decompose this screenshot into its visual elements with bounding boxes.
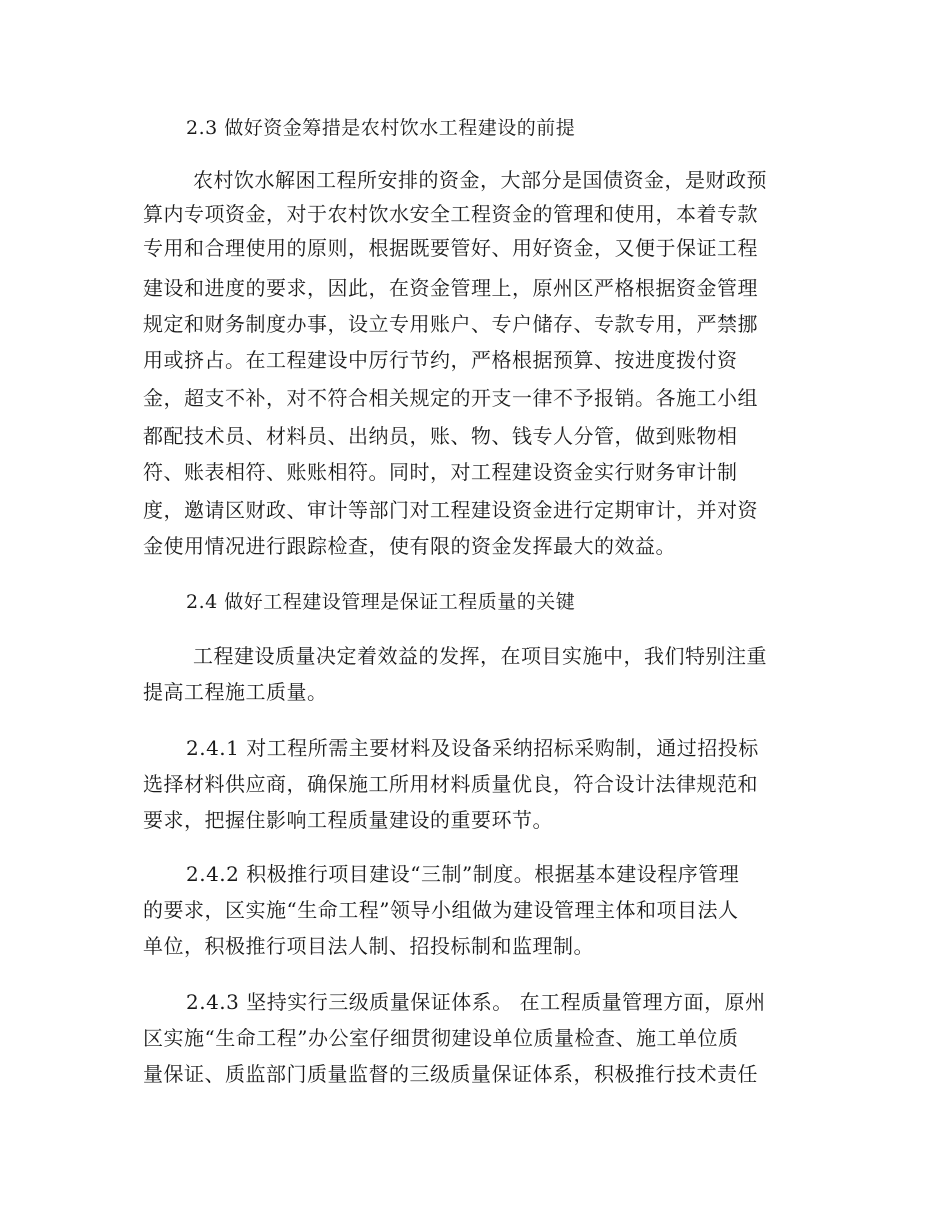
paragraph-line: 规定和财务制度办事，设立专用账户、专户储存、专款专用，严禁挪 [143, 312, 758, 336]
subsection-2-4-3-line: 量保证、质监部门质量监督的三级质量保证体系，积极推行技术责任 [143, 1062, 758, 1086]
paragraph-line: 金使用情况进行跟踪检查，使有限的资金发挥最大的效益。 [143, 534, 676, 558]
subsection-2-4-3-line: 区实施“生命工程”办公室仔细贯彻建设单位质量检查、施工单位质 [143, 1026, 739, 1050]
subsection-2-4-2-line: 的要求，区实施“生命工程”领导小组做为建设管理主体和项目法人 [143, 898, 739, 922]
subsection-2-4-1-line: 选择材料供应商，确保施工所用材料质量优良，符合设计法律规范和 [143, 772, 758, 796]
paragraph-line: 提高工程施工质量。 [143, 680, 328, 704]
subsection-2-4-1-line: 要求，把握住影响工程质量建设的重要环节。 [143, 808, 553, 832]
paragraph-line: 农村饮水解困工程所安排的资金，大部分是国债资金，是财政预 [193, 168, 767, 192]
paragraph-line: 算内专项资金，对于农村饮水安全工程资金的管理和使用，本着专款 [143, 202, 758, 226]
paragraph-line: 金，超支不补，对不符合相关规定的开支一律不予报销。各施工小组 [143, 386, 758, 410]
paragraph-line: 符、账表相符、账账相符。同时，对工程建设资金实行财务审计制 [143, 460, 738, 484]
paragraph-line: 都配技术员、材料员、出纳员，账、物、钱专人分管，做到账物相 [143, 424, 738, 448]
subsection-2-4-2-line: 单位，积极推行项目法人制、招投标制和监理制。 [143, 934, 594, 958]
subsection-2-4-1-line: 2.4.1 对工程所需主要材料及设备采纳招标采购制，通过招投标 [186, 736, 759, 760]
paragraph-line: 建设和进度的要求，因此，在资金管理上，原州区严格根据资金管理 [143, 276, 758, 300]
paragraph-line: 用或挤占。在工程建设中厉行节约，严格根据预算、按进度拨付资 [143, 348, 738, 372]
paragraph-line: 专用和合理使用的原则，根据既要管好、用好资金，又便于保证工程 [143, 236, 758, 260]
paragraph-line: 度，邀请区财政、审计等部门对工程建设资金进行定期审计，并对资 [143, 498, 758, 522]
section-heading-2-3: 2.3 做好资金筹措是农村饮水工程建设的前提 [186, 117, 576, 139]
section-heading-2-4: 2.4 做好工程建设管理是保证工程质量的关键 [186, 591, 576, 613]
subsection-2-4-2-line: 2.4.2 积极推行项目建设“三制”制度。根据基本建设程序管理 [186, 862, 740, 886]
subsection-2-4-3-line: 2.4.3 坚持实行三级质量保证体系。 在工程质量管理方面，原州 [186, 990, 766, 1014]
paragraph-line: 工程建设质量决定着效益的发挥，在项目实施中，我们特别注重 [193, 644, 767, 668]
